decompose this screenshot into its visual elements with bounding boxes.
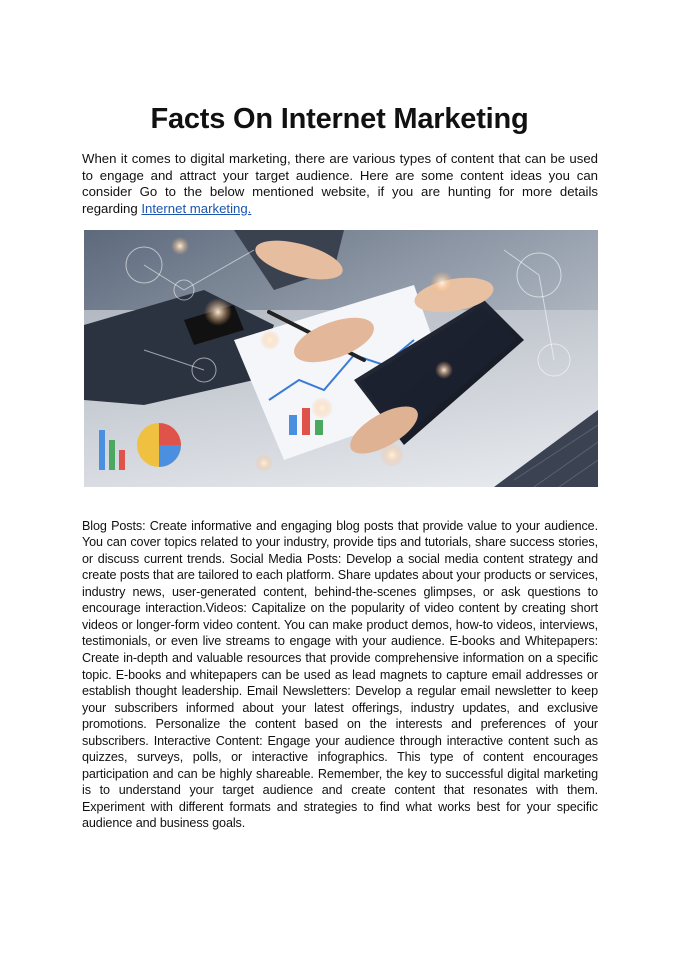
internet-marketing-link[interactable]: Internet marketing. [141, 200, 252, 216]
page-title: Facts On Internet Marketing [150, 103, 529, 136]
hero-image [84, 230, 598, 487]
body-paragraph: Blog Posts: Create informative and engaging blog posts that provide value to your audience. You can cover topics related to your industry, provide tips and tutorials, share success stories, or discuss current trends. Social Media Posts: Develop a social media content strategy and create posts that are tailored to each platform. Share updates about your products or services, industry news, user-generated content, behind-the-scenes glimpses, or ask questions to encourage interaction.Videos: Capitalize on the popularity of video content by creating short videos or longer-form video content. You can make product demos, how-to videos, interviews, testimonials, or even live streams to engage with your audience. E-books and Whitepapers: Create in-depth and valuable resources that provide comprehensive information on a specific topic. E-books and whitepapers can be used as lead magnets to capture email addresses or establish thought leadership. Email Newsletters: Develop a regular email newsletter to keep your subscribers informed about your latest offerings, industry updates, and exclusive promotions. Personalize the content based on the interests and preferences of your subscribers. Interactive Content: Engage your audience through interactive content such as quizzes, surveys, polls, or interactive infographics. This type of content encourages participation and can be highly shareable. Remember, the key to successful digital marketing is to understand your target audience and create content that resonates with them. Experiment with different formats and strategies to find what works best for your specific audience and business goals. [82, 518, 598, 831]
intro-text: When it comes to digital marketing, there are various types of content that can be used to engage and attract your target audience. Here are some content ideas you can consider Go to the below mentioned website, if you are hunting for more details regarding [82, 151, 598, 216]
business-analytics-photo-icon [84, 230, 598, 487]
intro-paragraph [82, 151, 598, 217]
